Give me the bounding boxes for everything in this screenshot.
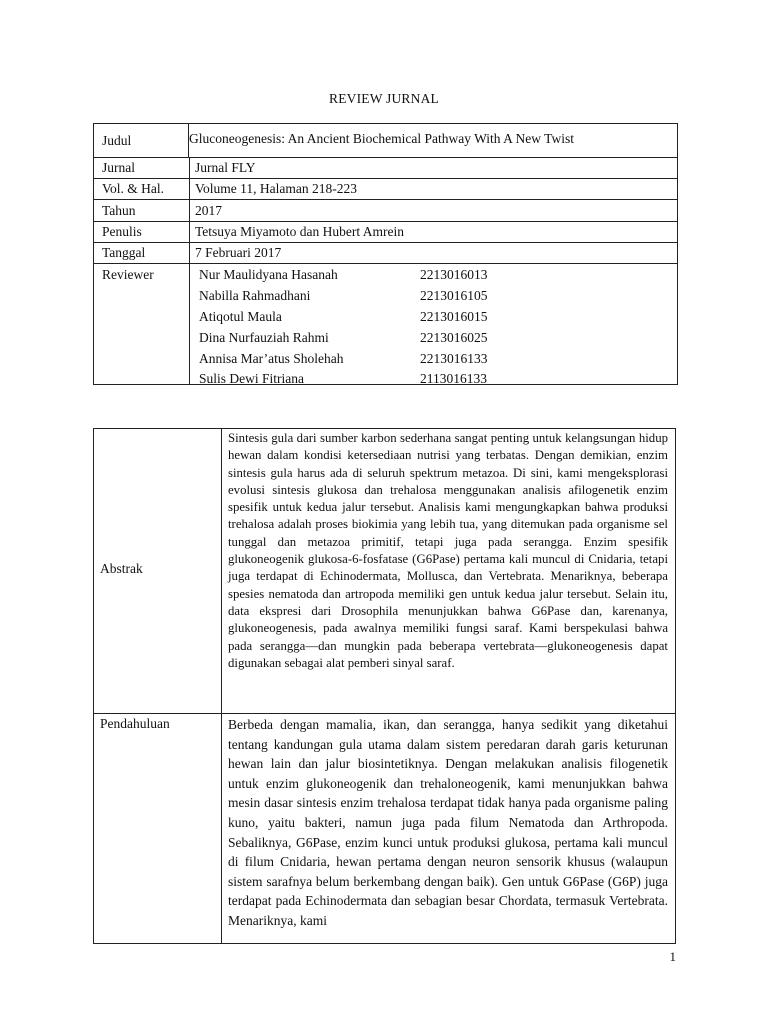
label-vol: Vol. & Hal.	[102, 181, 165, 196]
pendahuluan-text: Berbeda dengan mamalia, ikan, dan serangga, hanya sedikit yang diketahui tentang kandungan gula utama dalam sistem peredaran darah garis keturunan hewan lain dan jalur biosintetiknya. Dengan melakukan analisis filogenetik untuk enzim glukoneogenik dan trehaloneogenik, kami menunjukkan bahwa mesin dasar sintesis enzim trehalosa terdapat tidak hanya pada organisme paling kuno, yaitu bakteri, namun juga pada filum Nematoda dan Arthropoda. Sebaliknya, G6Pase, enzim kunci untuk produksi glukosa, pertama kali muncul di filum Cnidaria, hewan pertama dengan neuron sensorik khusus (walaupun sistem sarafnya belum berkembang dengan baik). Gen untuk G6Pase (G6P) juga terdapat pada Echinodermata dan sebagian besar Chordata, termasuk Vertebrata. Menariknya, kami	[228, 717, 668, 928]
reviewer-nim: 2213016133	[420, 351, 488, 366]
row-penulis	[94, 222, 677, 243]
label-pendahuluan: Pendahuluan	[100, 716, 170, 731]
review-content-table	[93, 428, 676, 944]
label-abstrak: Abstrak	[100, 561, 143, 576]
row-jurnal	[94, 158, 677, 179]
page-title: REVIEW JURNAL	[329, 91, 439, 106]
column-divider	[221, 429, 222, 943]
row-divider	[94, 713, 675, 714]
label-judul: Judul	[102, 133, 132, 148]
reviewer-nim: 2213016015	[420, 309, 488, 324]
reviewer-nim: 2213016105	[420, 288, 488, 303]
label-jurnal: Jurnal	[102, 160, 135, 175]
value-judul: Gluconeogenesis: An Ancient Biochemical Pathway With A New Twist	[189, 131, 574, 146]
label-tanggal: Tanggal	[102, 245, 146, 260]
label-reviewer: Reviewer	[102, 267, 154, 282]
journal-info-table	[93, 123, 678, 385]
reviewer-name: Atiqotul Maula	[199, 309, 282, 324]
reviewer-name: Nur Maulidyana Hasanah	[199, 267, 338, 282]
row-judul	[94, 124, 677, 158]
page-number: 1	[669, 949, 676, 964]
row-tanggal	[94, 243, 677, 264]
value-vol: Volume 11, Halaman 218-223	[195, 181, 357, 196]
row-reviewer	[94, 264, 677, 386]
reviewer-name: Nabilla Rahmadhani	[199, 288, 311, 303]
value-tahun: 2017	[195, 203, 222, 218]
row-tahun	[94, 200, 677, 222]
reviewer-name: Dina Nurfauziah Rahmi	[199, 330, 329, 345]
reviewer-nim: 2213016025	[420, 330, 488, 345]
reviewer-nim: 2113016133	[420, 371, 487, 386]
value-tanggal: 7 Februari 2017	[195, 245, 282, 260]
label-penulis: Penulis	[102, 224, 142, 239]
reviewer-nim: 2213016013	[420, 267, 488, 282]
value-penulis: Tetsuya Miyamoto dan Hubert Amrein	[195, 224, 405, 239]
row-vol	[94, 179, 677, 200]
value-jurnal: Jurnal FLY	[195, 160, 256, 175]
label-tahun: Tahun	[102, 203, 136, 218]
reviewer-name: Sulis Dewi Fitriana	[199, 371, 304, 386]
abstrak-text: Sintesis gula dari sumber karbon sederhana sangat penting untuk kelangsungan hidup hewan dalam kondisi ketersediaan nutrisi yang terbatas. Dengan demikian, enzim sintesis gula harus ada di seluruh spektrum metazoa. Di sini, kami mengeksplorasi evolusi sintesis glukosa dan trehalosa menggunakan analisis afilogenetik enzim spesifik untuk kedua jalur tersebut. Analisis kami mengungkapkan bahwa produksi trehalosa adalah proses biokimia yang lebih tua, yang ditemukan pada organisme sel tunggal dan metazoa primitif, tetapi juga pada serangga. Enzim spesifik glukoneogenik glukosa-6-fosfatase (G6Pase) pertama kali muncul di Cnidaria, tetapi juga terdapat di Echinodermata, Mollusca, dan Vertebrata. Menariknya, beberapa spesies nematoda dan artropoda memiliki gen untuk kedua jalur tersebut. Selain itu, data ekspresi dari Drosophila menunjukkan bahwa G6Pase dan, karenanya, glukoneogenesis, pada awalnya memiliki fungsi saraf. Kami berspekulasi bahwa pada serangga—dan mungkin pada beberapa vertebrata—glukoneogenesis dapat digunakan sebagai alat pemberi sinyal saraf.	[228, 431, 668, 670]
reviewer-name: Annisa Mar’atus Sholehah	[199, 351, 344, 366]
